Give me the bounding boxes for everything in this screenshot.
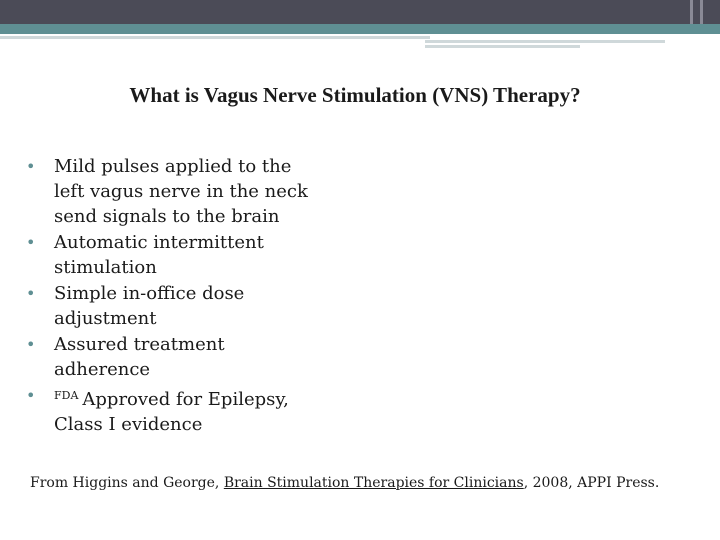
top-bar-notch (690, 0, 693, 24)
bullet-item (26, 230, 326, 280)
bullet-text: Approved for Epilepsy, Class I evidence (54, 389, 289, 435)
accent-band (0, 24, 720, 34)
bullet-icon: • (26, 233, 36, 252)
citation (30, 475, 710, 491)
bullet-text: Assured treatment adherence (54, 334, 225, 380)
bullet-text: Automatic intermittent stimulation (54, 232, 264, 278)
bullet-icon: • (26, 284, 36, 303)
bullet-icon: • (26, 157, 36, 176)
bullet-item (26, 281, 326, 331)
bullet-text: Mild pulses applied to the left vagus nerve in the neck send signals to the brain (54, 156, 308, 227)
bullet-text: Simple in-office dose adjustment (54, 283, 245, 329)
bullet-item (26, 332, 326, 382)
top-bar (0, 0, 720, 24)
bullet-item (26, 383, 326, 437)
bullet-item (26, 154, 326, 229)
citation-book-title: Brain Stimulation Therapies for Clinicians (223, 475, 524, 491)
citation-after: , 2008, APPI Press. (523, 475, 660, 491)
citation-before: From Higgins and George, (30, 475, 224, 491)
decorative-rule (0, 36, 430, 39)
bullet-prefix: FDA (54, 389, 79, 402)
decorative-rule (425, 45, 580, 48)
slide-title: What is Vagus Nerve Stimulation (VNS) Therapy? (129, 83, 581, 107)
bullet-list (26, 154, 326, 438)
decorative-rule (425, 40, 665, 43)
bullet-icon: • (26, 386, 36, 405)
bullet-icon: • (26, 335, 36, 354)
top-bar-notch (700, 0, 703, 24)
